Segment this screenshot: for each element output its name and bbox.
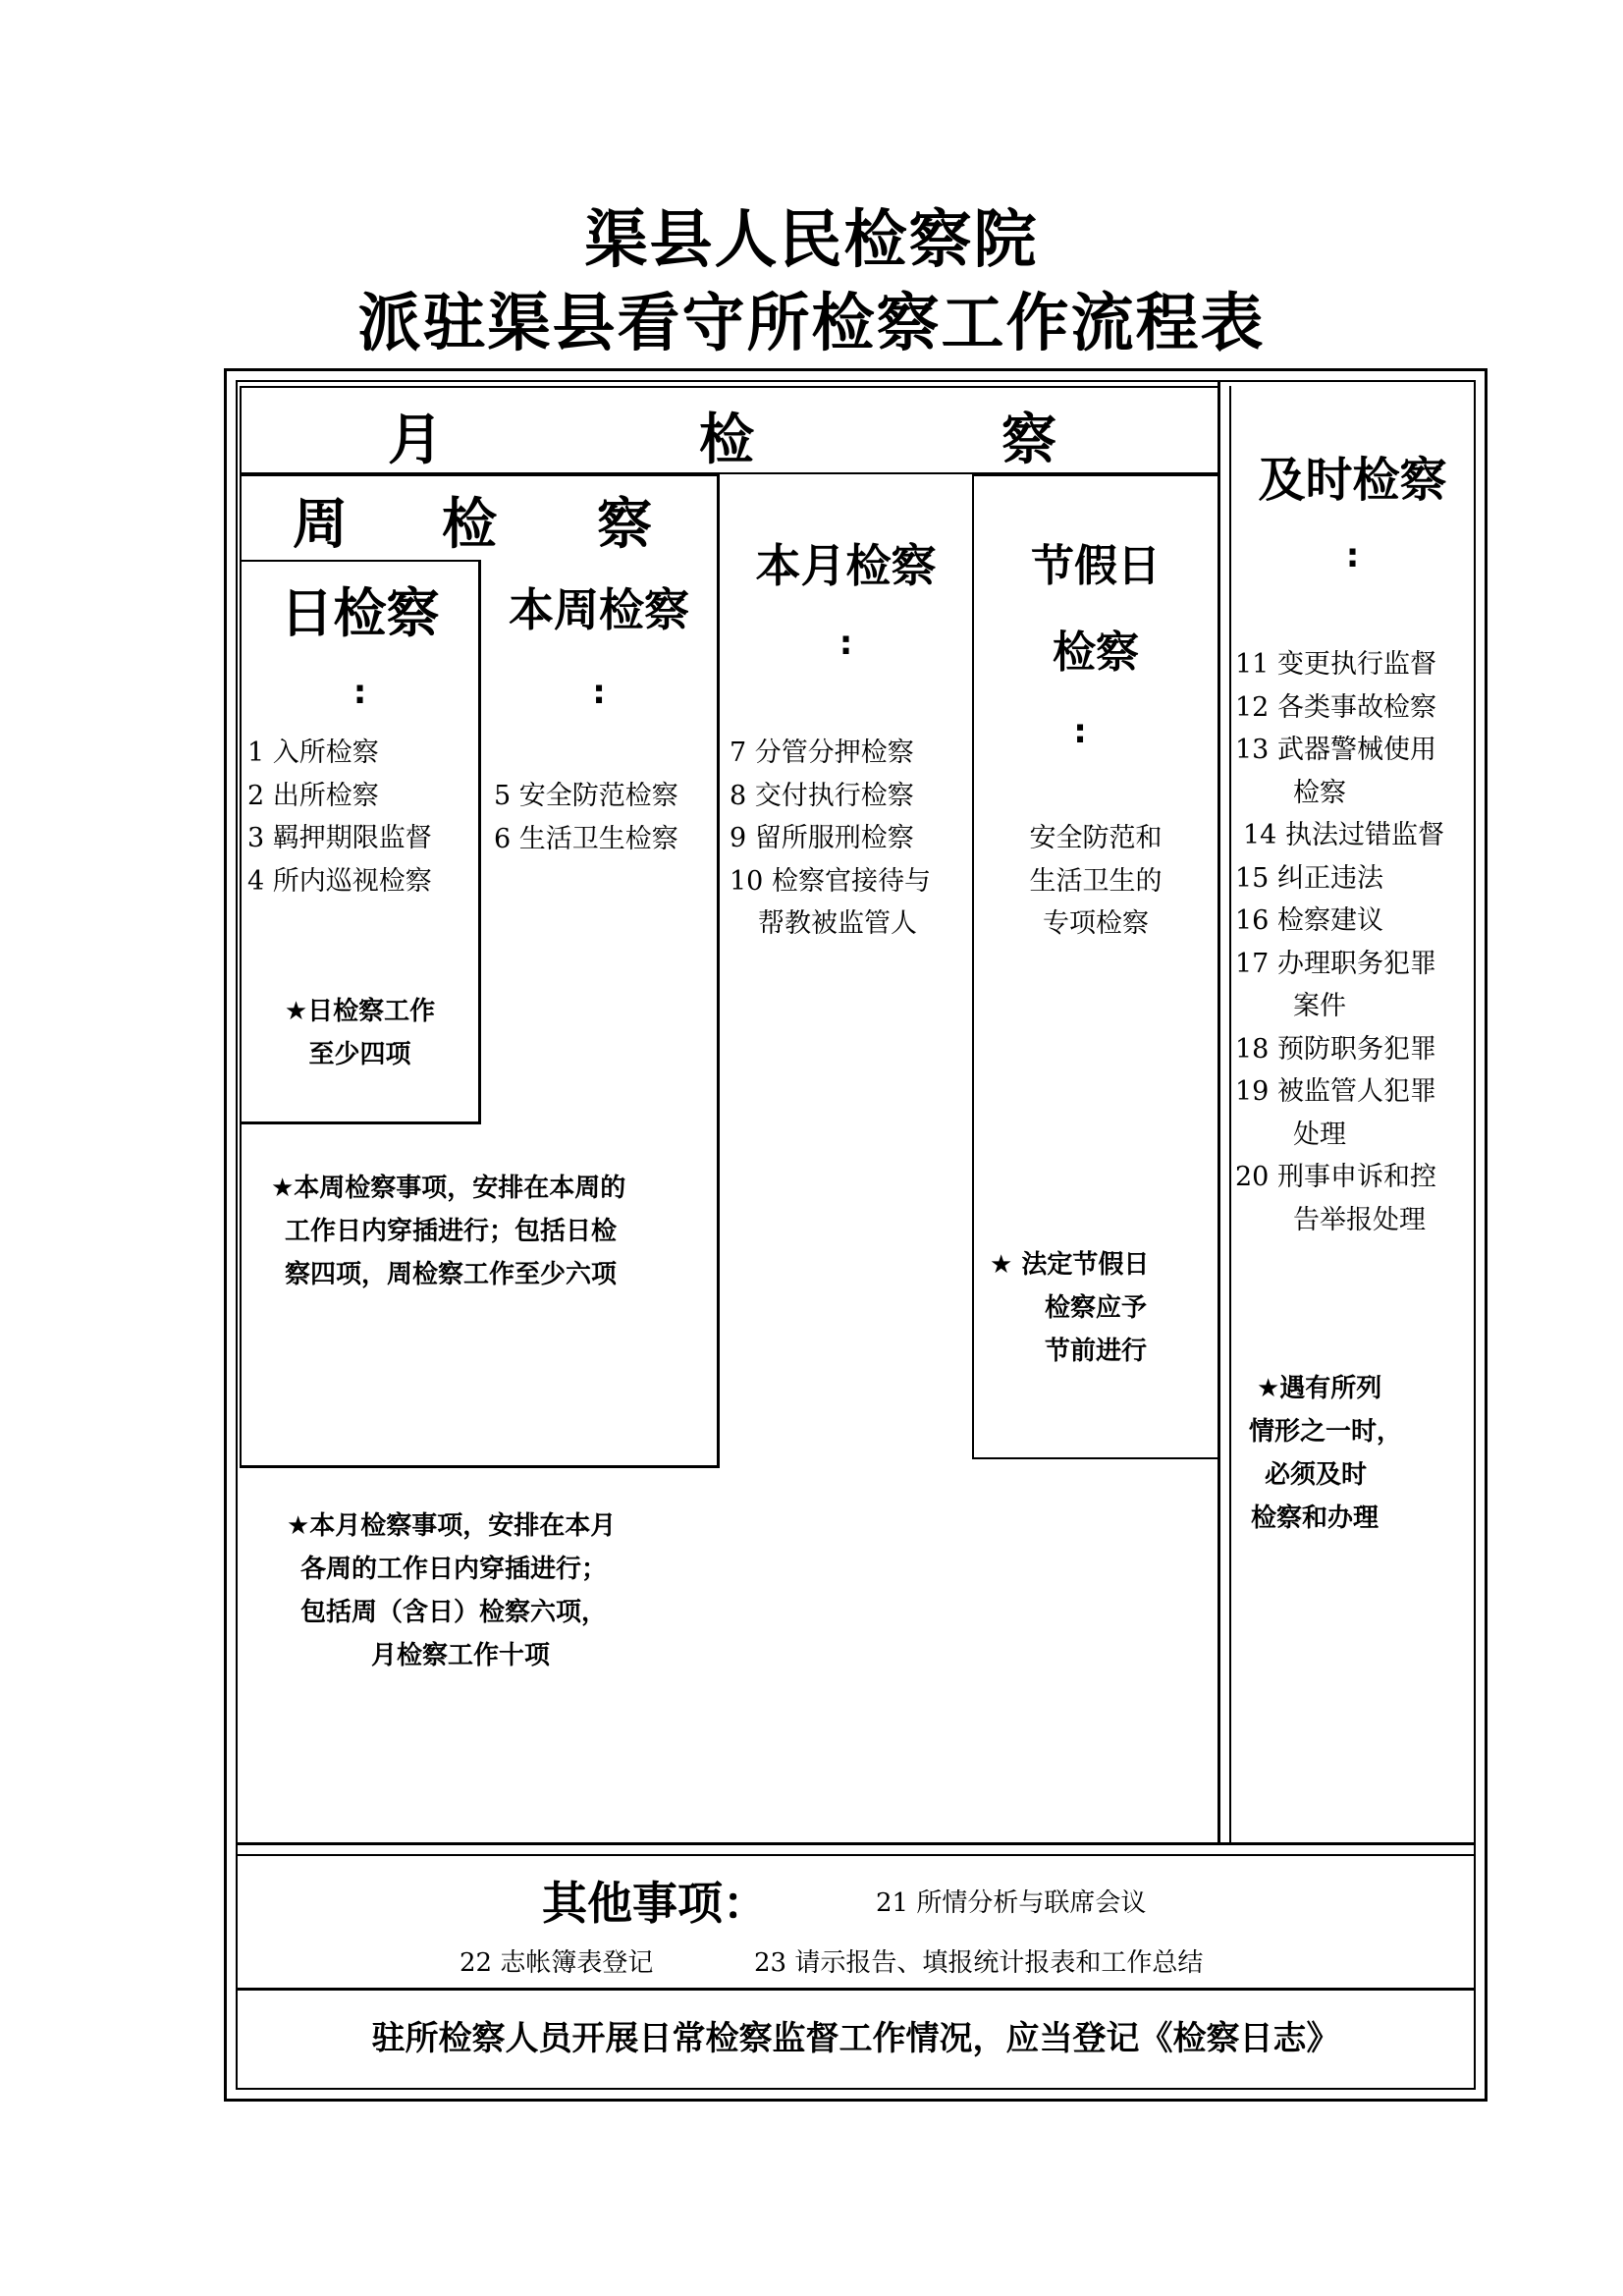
month-item-9: 9 留所服刑检察 [730, 823, 914, 853]
timely-item-20-cont: 告举报处理 [1293, 1204, 1426, 1235]
month-item-10-cont: 帮教被监管人 [758, 908, 917, 939]
holiday-item-line1: 安全防范和 [1029, 823, 1163, 853]
week-note-line2: 工作日内穿插进行；包括日检 [285, 1217, 618, 1246]
document-title: 渠县人民检察院 [584, 204, 1039, 277]
holiday-colon: : [1073, 712, 1087, 751]
divider-timely-right [1229, 386, 1231, 1845]
holiday-item-line3: 专项检察 [1043, 908, 1149, 939]
daily-item-4: 4 所内巡视检察 [247, 865, 432, 897]
month-note-line4: 月检察工作十项 [371, 1641, 551, 1670]
daily-items [247, 732, 432, 902]
holiday-header-line1: 节假日 [1031, 541, 1161, 591]
this-month-header: 本月检察 [755, 539, 937, 592]
timely-item-17-cont: 案件 [1293, 991, 1346, 1021]
week-note-line1: ★本周检察事项，安排在本周的 [271, 1174, 626, 1203]
timely-item-19: 19 被监管人犯罪 [1235, 1076, 1436, 1107]
week-item-5: 5 安全防范检察 [494, 781, 678, 811]
document-subtitle: 派驻渠县看守所检察工作流程表 [357, 288, 1266, 360]
timely-item-13: 13 武器警械使用 [1235, 735, 1436, 765]
timely-note-line4: 检察和办理 [1251, 1503, 1380, 1533]
timely-item-14: 14 执法过错监督 [1243, 820, 1444, 850]
timely-item-16: 16 检察建议 [1235, 905, 1383, 936]
timely-items [1235, 643, 1444, 1241]
other-label: 其他事项： [542, 1877, 768, 1930]
holiday-items [972, 817, 1219, 946]
week-item-6: 6 生活卫生检察 [494, 823, 678, 854]
timely-item-18: 18 预防职务犯罪 [1235, 1033, 1436, 1065]
month-items [730, 732, 931, 946]
daily-item-2: 2 出所检察 [247, 780, 379, 811]
month-header-char2: 检 [699, 409, 754, 472]
week-header-char3: 察 [597, 493, 652, 557]
daily-item-1: 1 入所检察 [247, 738, 379, 768]
week-items [494, 775, 678, 860]
footer-statement: 驻所检察人员开展日常检察监督工作情况，应当登记《检察日志》 [371, 2019, 1340, 2058]
timely-item-20: 20 刑事申诉和控 [1235, 1162, 1436, 1192]
daily-note [240, 990, 480, 1076]
holiday-item-line2: 生活卫生的 [1029, 865, 1163, 897]
holiday-note-line1: ★ 法定节假日 [990, 1250, 1150, 1280]
holiday-note [990, 1243, 1149, 1373]
other-item-21: 21 所情分析与联席会议 [876, 1888, 1147, 1918]
divider-main-bottom-inner [236, 1854, 1476, 1856]
month-note [287, 1504, 616, 1677]
month-header-char1: 月 [388, 409, 443, 472]
this-week-header: 本周检察 [509, 583, 689, 636]
daily-box-shadow-bottom [240, 1121, 481, 1124]
timely-item-15: 15 纠正违法 [1235, 862, 1383, 894]
other-item-22: 22 志帐簿表登记 [460, 1948, 654, 1978]
timely-item-19-cont: 处理 [1293, 1119, 1346, 1150]
other-item-23: 23 请示报告、填报统计报表和工作总结 [754, 1948, 1204, 1978]
this-week-colon: : [592, 673, 606, 712]
divider-main-bottom [236, 1842, 1476, 1845]
timely-header: 及时检察 [1258, 453, 1447, 508]
timely-item-11: 11 变更执行监督 [1235, 649, 1436, 680]
holiday-note-line3: 节前进行 [1045, 1337, 1148, 1366]
timely-item-17: 17 办理职务犯罪 [1235, 948, 1436, 979]
week-header-char2: 检 [442, 493, 497, 557]
daily-note-line2: 至少四项 [308, 1040, 411, 1069]
timely-note-line2: 情形之一时， [1249, 1417, 1403, 1447]
month-item-8: 8 交付执行检察 [730, 780, 914, 811]
this-month-colon: : [839, 624, 853, 663]
timely-item-13-cont: 检察 [1293, 777, 1346, 808]
daily-item-3: 3 羁押期限监督 [247, 823, 432, 853]
timely-colon: : [1345, 536, 1360, 575]
daily-note-line1: ★日检察工作 [284, 997, 436, 1026]
month-header-char3: 察 [1001, 409, 1056, 472]
divider-footer [236, 1988, 1476, 1991]
month-note-line2: 各周的工作日内穿插进行； [300, 1555, 608, 1584]
timely-note-line1: ★遇有所列 [1257, 1374, 1382, 1403]
week-note-line3: 察四项，周检察工作至少六项 [285, 1260, 618, 1289]
timely-item-12: 12 各类事故检察 [1235, 691, 1436, 723]
month-item-7: 7 分管分押检察 [730, 738, 914, 768]
holiday-header-line2: 检察 [1053, 628, 1139, 678]
timely-note-line3: 必须及时 [1265, 1460, 1368, 1490]
month-note-line3: 包括周（含日）检察六项， [300, 1598, 608, 1627]
week-area-shadow-bottom [240, 1465, 720, 1468]
timely-note [1249, 1367, 1403, 1540]
holiday-note-line2: 检察应予 [1045, 1293, 1148, 1323]
daily-colon: : [352, 673, 367, 712]
month-note-line1: ★本月检察事项，安排在本月 [287, 1511, 617, 1541]
week-header-char1: 周 [293, 493, 348, 557]
month-item-10: 10 检察官接待与 [730, 865, 931, 897]
week-note [271, 1167, 625, 1296]
daily-header: 日检察 [280, 582, 440, 644]
